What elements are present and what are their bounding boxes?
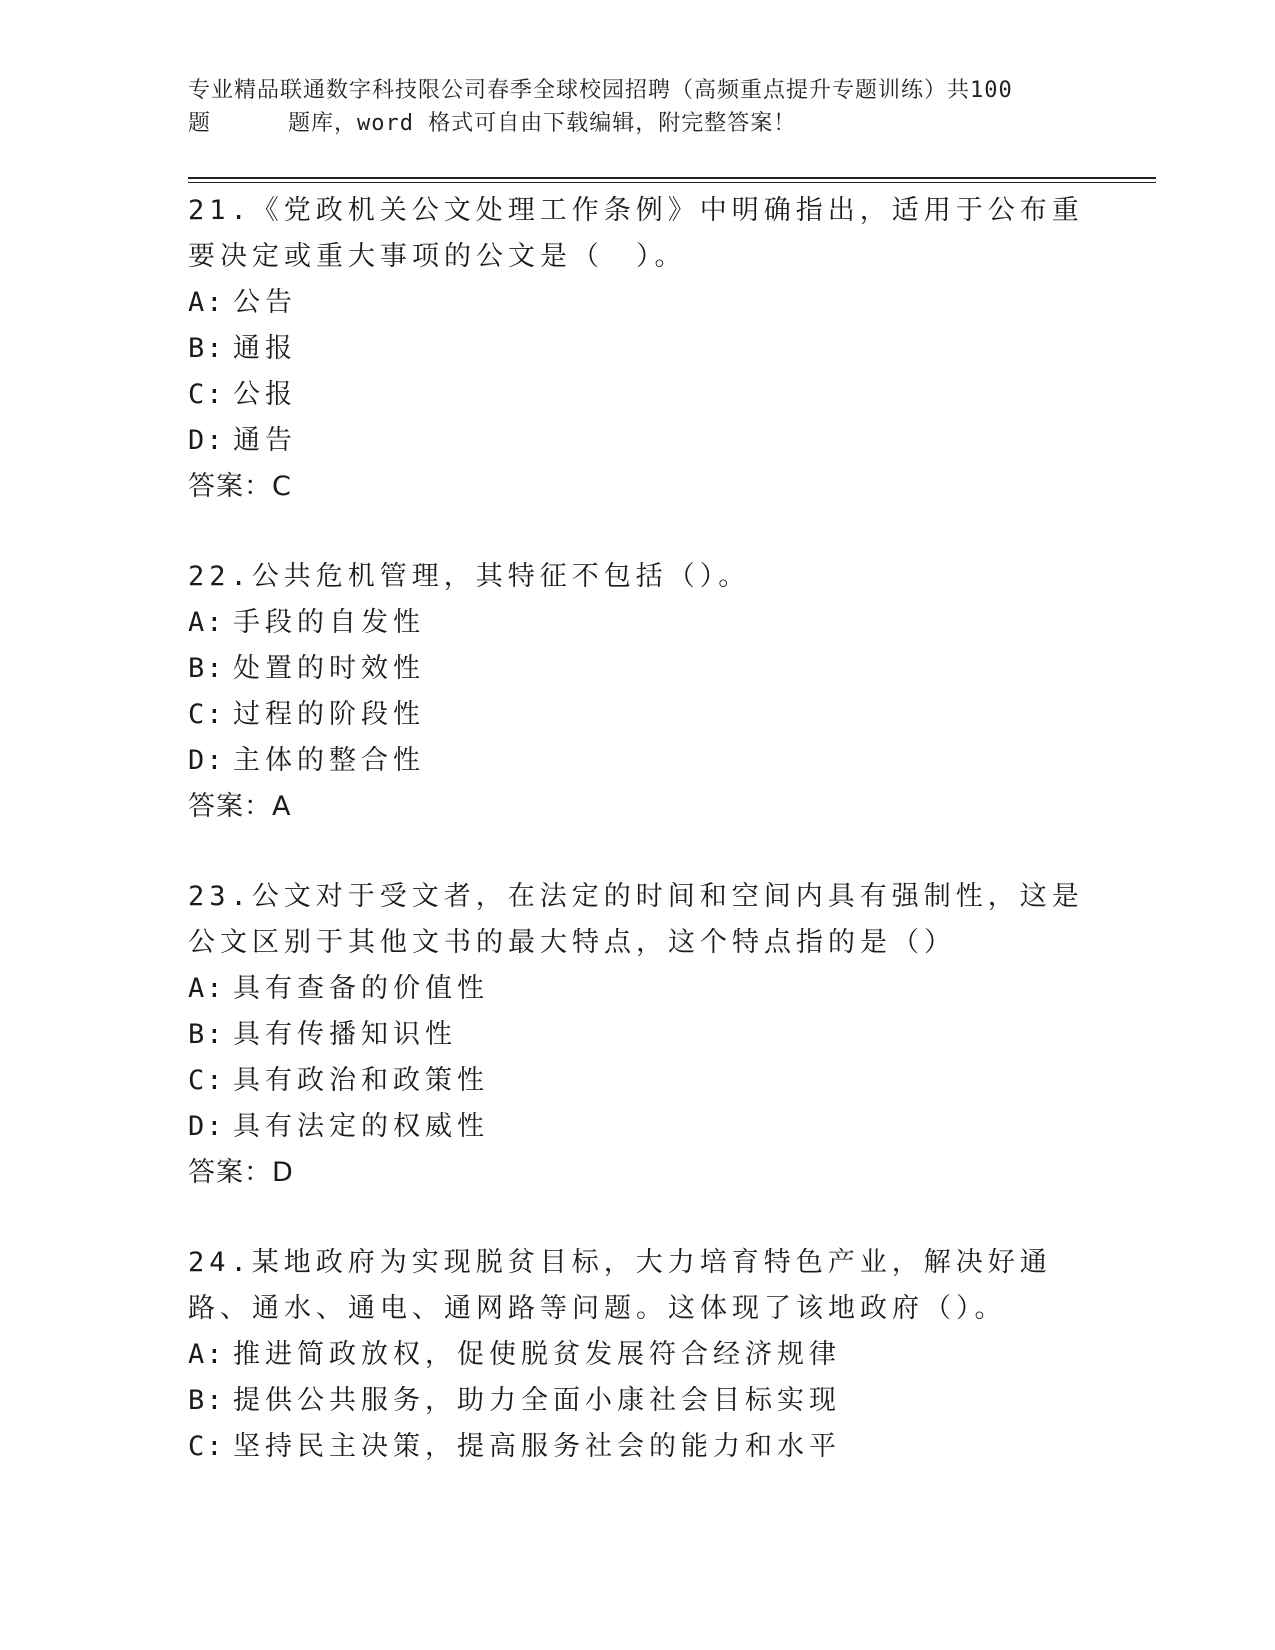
option-letter: D: <box>188 745 225 776</box>
option-text: 公报 <box>233 379 297 410</box>
header-divider-thin <box>188 182 1156 183</box>
option-letter: C: <box>188 379 225 410</box>
option-c <box>188 692 1088 738</box>
option-text: 具有传播知识性 <box>233 1019 457 1050</box>
question-21 <box>188 188 1088 510</box>
option-text: 推进简政放权，促使脱贫发展符合经济规律 <box>233 1339 841 1370</box>
header-title-line: 专业精品联通数字科技限公司春季全球校园招聘（高频重点提升专题训练）共100 <box>188 78 1013 103</box>
answer-line: 答案：D <box>188 1157 294 1188</box>
option-a <box>188 600 1088 646</box>
option-letter: B: <box>188 1385 225 1416</box>
question-24 <box>188 1240 1088 1470</box>
option-b <box>188 1378 1088 1424</box>
option-text: 手段的自发性 <box>233 607 425 638</box>
answer-line: 答案：C <box>188 471 292 502</box>
option-d <box>188 738 1088 784</box>
option-letter: C: <box>188 699 225 730</box>
option-c <box>188 1058 1088 1104</box>
option-text: 具有法定的权威性 <box>233 1111 489 1142</box>
option-d <box>188 1104 1088 1150</box>
option-b <box>188 326 1088 372</box>
option-text: 坚持民主决策，提高服务社会的能力和水平 <box>233 1431 841 1462</box>
question-stem: 23.公文对于受文者，在法定的时间和空间内具有强制性，这是公文区别于其他文书的最大特点，这个特点指的是（） <box>188 881 1084 958</box>
option-text: 主体的整合性 <box>233 745 425 776</box>
question-23 <box>188 874 1088 1196</box>
option-text: 提供公共服务，助力全面小康社会目标实现 <box>233 1385 841 1416</box>
option-text: 具有查备的价值性 <box>233 973 489 1004</box>
option-text: 公告 <box>233 287 297 318</box>
option-a <box>188 1332 1088 1378</box>
option-letter: A: <box>188 287 225 318</box>
question-22 <box>188 554 1088 830</box>
option-c <box>188 372 1088 418</box>
document-header <box>188 74 1088 140</box>
option-letter: A: <box>188 1339 225 1370</box>
option-b <box>188 1012 1088 1058</box>
option-letter: C: <box>188 1431 225 1462</box>
option-text: 具有政治和政策性 <box>233 1065 489 1096</box>
header-subtitle-line <box>188 107 1088 140</box>
option-text: 通告 <box>233 425 297 456</box>
option-letter: D: <box>188 425 225 456</box>
question-stem: 21.《党政机关公文处理工作条例》中明确指出，适用于公布重要决定或重大事项的公文是（ ）。 <box>188 195 1084 272</box>
option-text: 处置的时效性 <box>233 653 425 684</box>
answer-line: 答案：A <box>188 791 292 822</box>
option-d <box>188 418 1088 464</box>
header-subtitle-prefix: 题 <box>188 111 212 136</box>
header-divider-thick <box>188 177 1156 179</box>
option-letter: B: <box>188 333 225 364</box>
option-letter: B: <box>188 1019 225 1050</box>
option-letter: B: <box>188 653 225 684</box>
option-text: 过程的阶段性 <box>233 699 425 730</box>
option-a <box>188 966 1088 1012</box>
option-letter: A: <box>188 973 225 1004</box>
header-subtitle-text: 题库，word 格式可自由下载编辑，附完整答案！ <box>288 111 797 136</box>
option-letter: A: <box>188 607 225 638</box>
option-text: 通报 <box>233 333 297 364</box>
question-stem: 24.某地政府为实现脱贫目标，大力培育特色产业，解决好通路、通水、通电、通网路等问题。这体现了该地政府（）。 <box>188 1247 1052 1324</box>
option-a <box>188 280 1088 326</box>
option-letter: D: <box>188 1111 225 1142</box>
question-list <box>188 188 1088 1514</box>
question-stem: 22.公共危机管理，其特征不包括（）。 <box>188 561 751 592</box>
option-c <box>188 1424 1088 1470</box>
option-letter: C: <box>188 1065 225 1096</box>
option-b <box>188 646 1088 692</box>
